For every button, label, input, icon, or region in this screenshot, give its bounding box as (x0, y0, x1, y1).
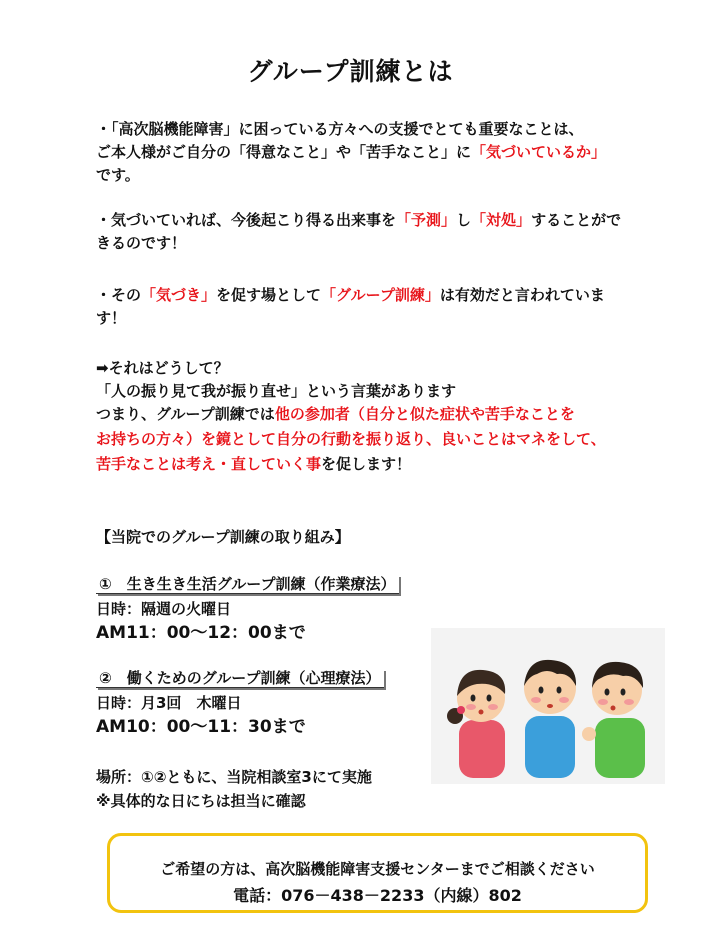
intro-line: つまり、グループ訓練では他の参加者（自分と似た症状や苦手なことを (96, 405, 575, 423)
program-2-time: AM10：00～11：30まで (96, 717, 306, 737)
girl-figure (447, 670, 505, 778)
program-2-schedule: 日時：月3回 木曜日 (96, 694, 242, 712)
program-1-title: ① 生き生き生活グループ訓練（作業療法） (96, 575, 399, 594)
intro-line: ・気づいていれば、今後起こり得る出来事を「予測」し「対処」することがで (96, 211, 622, 229)
intro-line: お持ちの方々）を鏡として自分の行動を振り返り、良いことはマネをして、 (96, 430, 606, 448)
contact-phone: 電話：076－438－2233（内線）802 (233, 886, 522, 905)
page-title: グループ訓練とは (247, 57, 454, 86)
highlight-text: 「対処」 (471, 211, 532, 229)
program-1 (96, 573, 399, 596)
intro-line: 苦手なことは考え・直していく事を促します！ (96, 455, 412, 473)
intro-line: です。 (96, 166, 140, 184)
program-2 (96, 667, 384, 690)
children-talking-illustration (431, 628, 665, 784)
boy-figure-middle (524, 660, 576, 778)
highlight-text: 「予測」 (396, 211, 457, 229)
intro-line: 「人の振り見て我が振り直せ」という言葉があります (96, 382, 457, 400)
intro-line: ・「高次脳機能障害」に困っている方々への支援でとても重要なことは、 (96, 120, 584, 138)
intro-line: ➡それはどうして？ (96, 359, 229, 377)
intro-line: ご本人様がご自分の「得意なこと」や「苦手なこと」に「気づいているか」 (96, 143, 607, 161)
note-text: ※具体的な日にちは担当に確認 (96, 792, 306, 810)
highlight-text: 他の参加者（自分と似た症状や苦手なことを (274, 405, 575, 423)
highlight-text: 「気づいているか」 (471, 143, 607, 161)
program-2-title: ② 働くためのグループ訓練（心理療法） (96, 669, 384, 688)
program-heading: 【当院でのグループ訓練の取り組み】 (96, 528, 350, 546)
highlight-text: 「グループ訓練」 (321, 286, 440, 304)
contact-message: ご希望の方は、高次脳機能障害支援センターまでご相談ください (160, 860, 595, 878)
intro-line: す！ (96, 309, 127, 327)
highlight-text: 苦手なことは考え・直していく事 (96, 455, 322, 473)
contact-box (107, 833, 648, 913)
boy-figure-right (582, 662, 645, 778)
intro-line: きるのです！ (96, 234, 187, 252)
program-1-time: AM11：00～12：00まで (96, 623, 306, 643)
program-1-schedule: 日時：隔週の火曜日 (96, 600, 232, 618)
intro-line: ・その「気づき」を促す場として「グループ訓練」は有効だと言われていま (96, 286, 605, 304)
highlight-text: 「気づき」 (141, 286, 217, 304)
place-text: 場所：①②ともに、当院相談室3にて実施 (96, 768, 372, 786)
